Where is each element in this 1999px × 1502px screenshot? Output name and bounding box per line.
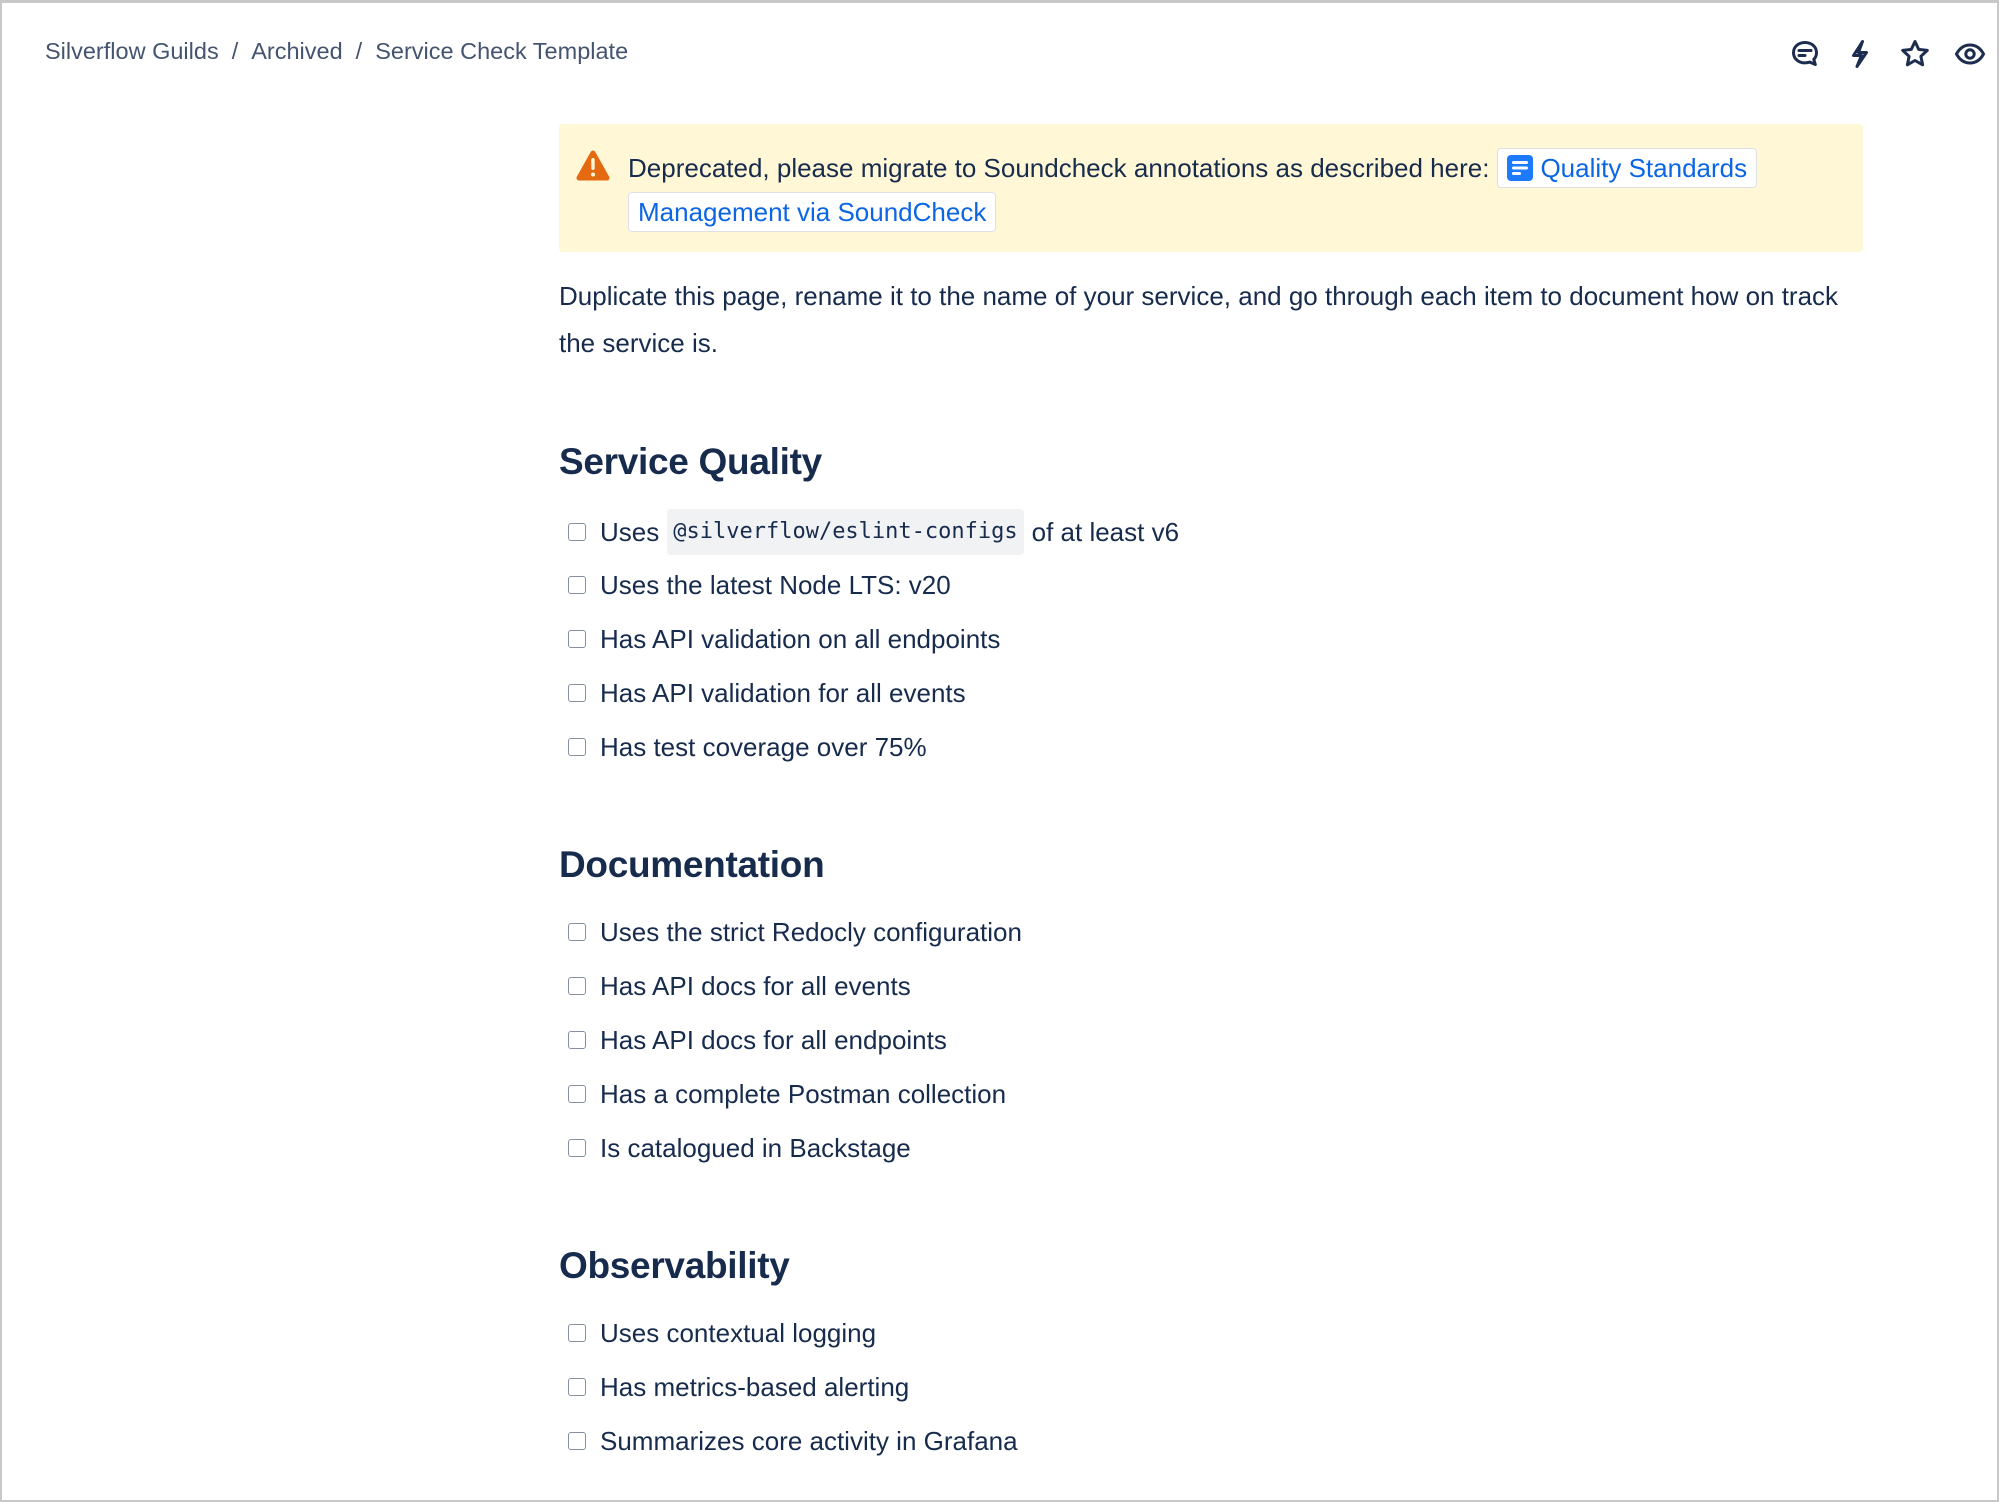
task-text: Has API docs for all events (600, 971, 911, 1001)
task-text: Has a complete Postman collection (600, 1079, 1007, 1109)
automation-button[interactable] (1843, 36, 1877, 72)
task-text: Has metrics-based alerting (600, 1372, 910, 1402)
task-checkbox[interactable] (568, 1139, 586, 1157)
task-item (568, 673, 966, 713)
task-checkbox[interactable] (568, 1324, 586, 1342)
breadcrumb-archived[interactable]: Archived (251, 38, 343, 64)
task-checkbox[interactable] (568, 1031, 586, 1049)
task-text: Has API docs for all endpoints (600, 1025, 947, 1055)
task-item (568, 912, 1022, 952)
breadcrumb (45, 38, 628, 65)
task-text: Has API validation on all endpoints (600, 624, 1001, 654)
task-item (568, 1128, 911, 1168)
task-checkbox[interactable] (568, 738, 586, 756)
task-item (568, 1421, 1018, 1461)
task-checkbox[interactable] (568, 576, 586, 594)
task-checkbox[interactable] (568, 1378, 586, 1396)
task-text: Has test coverage over 75% (600, 732, 927, 762)
warning-text: Deprecated, please migrate to Soundcheck annotations as described here: (628, 153, 1490, 183)
link-label-part1: Quality Standards (1540, 153, 1748, 183)
task-checkbox[interactable] (568, 1432, 586, 1450)
link-label-part2: Management via SoundCheck (638, 196, 987, 227)
task-checkbox[interactable] (568, 977, 586, 995)
breadcrumb-current-page[interactable]: Service Check Template (375, 38, 629, 64)
breadcrumb-space[interactable]: Silverflow Guilds (45, 38, 219, 64)
heading-observability: Observability (559, 1245, 790, 1286)
deprecation-warning-panel (559, 124, 1863, 252)
task-checkbox[interactable] (568, 523, 586, 541)
quality-standards-link[interactable] (1497, 148, 1757, 188)
task-item (568, 565, 951, 605)
task-item (568, 1367, 909, 1407)
task-text: Has API validation for all events (600, 678, 966, 708)
intro-paragraph: Duplicate this page, rename it to the name of your service, and go through each item to document how on track the service is. (559, 281, 1839, 358)
task-item (568, 619, 1000, 659)
breadcrumb-separator: / (355, 38, 363, 64)
heading-documentation: Documentation (559, 844, 825, 885)
task-text: Uses (600, 517, 660, 547)
task-item (568, 1313, 876, 1353)
comments-button[interactable] (1788, 36, 1822, 72)
task-checkbox[interactable] (568, 684, 586, 702)
comment-icon (1789, 38, 1821, 70)
task-text: Uses the strict Redocly configuration (600, 917, 1022, 947)
task-item (568, 727, 927, 767)
task-item (568, 966, 911, 1006)
task-checkbox[interactable] (568, 923, 586, 941)
watch-button[interactable] (1953, 36, 1987, 72)
task-checkbox[interactable] (568, 1085, 586, 1103)
task-text: Uses the latest Node LTS: v20 (600, 570, 951, 600)
task-text: Is catalogued in Backstage (600, 1133, 911, 1163)
star-icon (1899, 38, 1931, 70)
task-text: of at least v6 (1031, 517, 1180, 547)
task-text: Summarizes core activity in Grafana (600, 1426, 1018, 1456)
star-button[interactable] (1898, 36, 1932, 72)
document-icon (1507, 155, 1533, 181)
warning-icon (575, 148, 611, 182)
lightning-icon (1844, 38, 1876, 70)
heading-service-quality: Service Quality (559, 441, 822, 482)
quality-standards-link-continued[interactable] (628, 192, 996, 232)
task-checkbox[interactable] (568, 630, 586, 648)
task-item (568, 1020, 947, 1060)
task-text: Uses contextual logging (600, 1318, 877, 1348)
task-item (568, 1074, 1006, 1114)
task-item (568, 509, 1179, 555)
breadcrumb-separator: / (231, 38, 239, 64)
eye-icon (1954, 38, 1986, 70)
inline-code: @silverflow/eslint-configs (667, 509, 1023, 555)
page-actions (1788, 36, 1987, 72)
